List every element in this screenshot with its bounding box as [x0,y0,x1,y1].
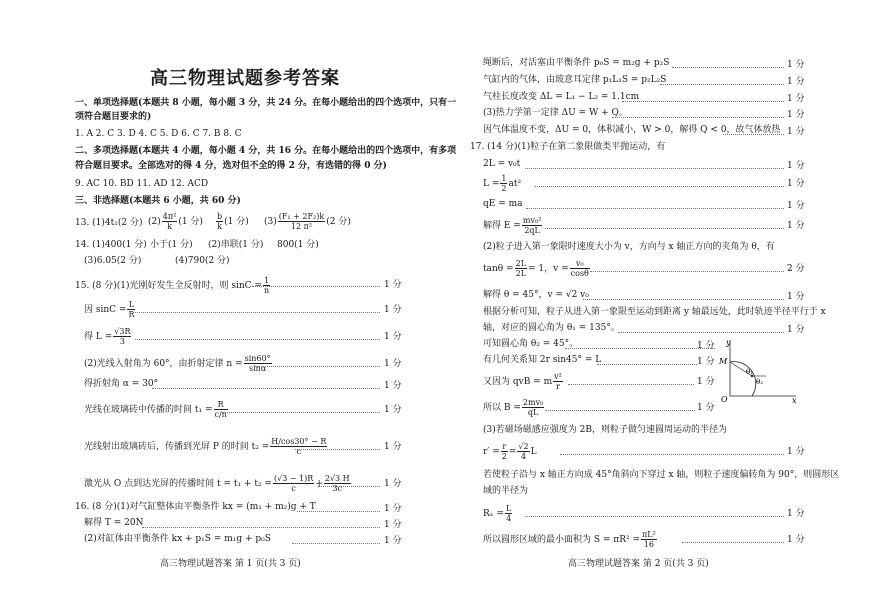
q17-heading: 17. (14 分)(1)粒子在第二象限做类平抛运动，有 [470,142,666,152]
trajectory-figure [716,336,800,404]
points: 1 分 [697,403,715,413]
origin-label: O [721,395,728,404]
q16-cont-2: 气缸内的气体，由玻意耳定律 p₁L₁S = p₂L₂S [483,75,667,85]
m-label: M [719,357,728,366]
q16-cont-3: 气柱长度改变 ΔL = L₁ − L₂ = 1.1cm [483,92,640,102]
page-footer-2: 高三物理试题答案 第 2 页(共 3 页) [568,559,709,569]
q16-cont-1: 绳断后，对活塞由平衡条件 p₀S = m₂g + p₂S [483,58,670,68]
section-1-answers: 1. A 2. C 3. D 4. C 5. D 6. C 7. B 8. C [75,129,242,139]
points: 1 分 [787,535,805,545]
trajectory-arc [730,362,756,396]
points: 1 分 [697,341,715,351]
q15-line2: 因 sinC = $\frac{L}{R}$ [84,300,135,319]
q16-line3: (2)对缸体由平衡条件 kx + p₁S = m₁g + p₀S [84,534,271,544]
points: 1 分 [787,60,805,70]
q14-f: (4)790(2 分) [175,256,230,266]
points: 1 分 [384,405,402,415]
q17-line: 解得 θ = 45°，v = √2 v₀ [483,290,589,300]
points: 1 分 [787,447,805,457]
q14-e: (3)6.05(2 分) [84,256,142,266]
q14-a: 14. (1)400(1 分) [75,240,147,250]
points: 1 分 [384,381,402,391]
q17-line: 2L = v₀t [483,159,521,169]
points: 1 分 [384,536,402,546]
q15-line4: (2)光线入射角为 60°，由折射定律 n = $\frac{\sin 60^\circ}{\sin\alpha}$ [84,354,271,373]
q17-line: 轴，对应的圆心角为 θ₁ = 135°。 [483,323,620,333]
q17-line: tanθ = $\frac{2L}{2L}$ = 1，v = $\frac{\text{v₀}}{\cos\theta}$ [483,259,589,278]
q17-line: 又因为 qvB = m $\frac{\text{v²}}{r}$ [483,372,562,391]
points: 1 分 [384,332,402,342]
q17-line: 有几何关系知 2r sin45° = L [483,355,602,365]
points: 1 分 [384,280,402,290]
q17-line: Rₓ = $\frac{L}{4}$ [483,504,512,523]
q17-line: r′ = $\frac{r}{2}$ = $\frac{√2}{4}$ L [483,442,537,461]
q17-line: qE = ma [483,199,523,209]
section-1-heading-cont: 项符合题目要求的) [75,112,152,122]
section-2-heading-cont: 符合题目要求。全部选对的得 4 分，选对但不全的得 2 分，有选错的得 0 分) [75,161,387,171]
section-2-answers: 9. AC 10. BD 11. AD 12. ACD [75,179,209,189]
points: 1 分 [787,127,805,137]
theta1-label: θ₁ [746,368,754,376]
points: 1 分 [697,357,715,367]
q13-part4: (3) $\frac{\text{(F₁ + 2F₂)k}}{\text{12 π²}}$ (2 分) [264,212,351,231]
points: 1 分 [384,305,402,315]
points: 1 分 [787,110,805,120]
q15-line8: 激光从 O 点到达光屏的传播时间 t = t₁ + t₂ = $\frac{(√3 - 1)R}{c}$ + $\frac{2√3 H}{3c}$ [84,474,350,493]
page-footer-1: 高三物理试题答案 第 1 页(共 3 页) [160,559,301,569]
points: 1 分 [384,504,402,514]
q15-line5: 得折射角 α = 30° [84,379,159,389]
section-3-heading: 三、非选择题(本题共 6 小题，共 60 分) [75,196,241,206]
points: 1 分 [787,161,805,171]
q17-line: 解得 E = $\frac{\text{mv₀²}}{2qL}$ [483,216,542,235]
q13-part2: (2) $\frac{\text{4π²}}{k}$ (1 分) [148,212,203,231]
q14-d: 800(1 分) [277,240,319,250]
q17-line: 根据分析可知，粒子从进入第一象限至运动到距离 y 轴最远处，此时轨迹半径平行于 x [483,307,826,317]
q15-line3: 得 L = $\frac{√3R}{3}$ [84,327,131,346]
q17-line: (2)粒子进入第一象限时速度大小为 v，方向与 x 轴正方向的夹角为 θ，有 [483,242,775,252]
q17-line: 所以 B = $\frac{\text{2mv₀}}{qL}$ [483,398,544,417]
section-2-heading: 二、多项选择题(本题共 4 小题，每小题 4 分，共 16 分。在每小题给出的四个选项中，有多项 [75,146,457,156]
points: 1 分 [697,377,715,387]
q15-line1: 15. (8 分)(1)光刚好发生全反射时，则 sinC = $\frac{1}{n}$ [75,276,270,295]
points: 1 分 [384,520,402,530]
q17-line: 所以圆形区域的最小面积为 S = πR² = $\frac{\text{πL²}}{16}$ [483,530,656,549]
q15-line7: 光线射出玻璃砖后，传播到光屏 P 的时间 t₂ = $\frac{H/\cos 30^\circ - R}{c}$ [84,437,327,456]
points: 1 分 [787,179,805,189]
q16-line2: 解得 T = 20N [84,518,144,528]
points: 1 分 [787,221,805,231]
q16-line1: 16. (8 分)(1)对气缸整体由平衡条件 kx = (m₁ + m₂)g + T [75,502,316,512]
x-label: x [792,396,797,404]
q17-line: 域的半径为 [483,486,529,496]
points: 1 分 [787,325,805,335]
q17-line: 若使粒子沿与 x 轴正方向成 45°角斜向下穿过 x 轴，则粒子速度偏转角为 90°，则圆形区 [483,470,840,480]
q17-line: (3)若磁场磁感应强度为 2B，则粒子做匀速圆周运动的半径为 [483,425,727,435]
q14-c: (2)串联(1 分) [208,240,264,250]
q17-line: L = $\frac{1}{2}$ at² [483,174,522,193]
q15-line6: 光线在玻璃砖中传播的时间 t₁ = $\frac{R}{c/n}$ [84,400,227,419]
q17-line: 可知圆心角 θ₂ = 45°。 [483,339,579,349]
points: 1 分 [787,292,805,302]
points: 1 分 [787,77,805,87]
points: 1 分 [384,479,402,489]
page-title: 高三物理试题参考答案 [150,68,340,89]
points: 2 分 [787,264,805,274]
q16-cont-4: (3)热力学第一定律 ΔU = W + Q。 [483,108,628,118]
y-label: y [726,338,731,347]
points: 1 分 [384,359,402,369]
theta2-label: θ₂ [756,378,764,386]
q13-part3: $\frac{b}{k}$ (1 分) [217,212,249,231]
q16-cont-5: 因气体温度不变，ΔU = 0，体积减小，W > 0，解得 Q < 0，故气体放热 [483,125,781,135]
points: 1 分 [384,442,402,452]
section-1-heading: 一、单项选择题(本题共 8 小题，每小题 3 分，共 24 分。在每小题给出的四个选项中，只有一 [75,98,457,108]
points: 1 分 [787,94,805,104]
q14-b: 小于(1 分) [150,240,193,250]
q13-part1: 13. (1)4t₁(2 分) [75,218,143,228]
points: 1 分 [787,509,805,519]
points: 1 分 [787,201,805,211]
